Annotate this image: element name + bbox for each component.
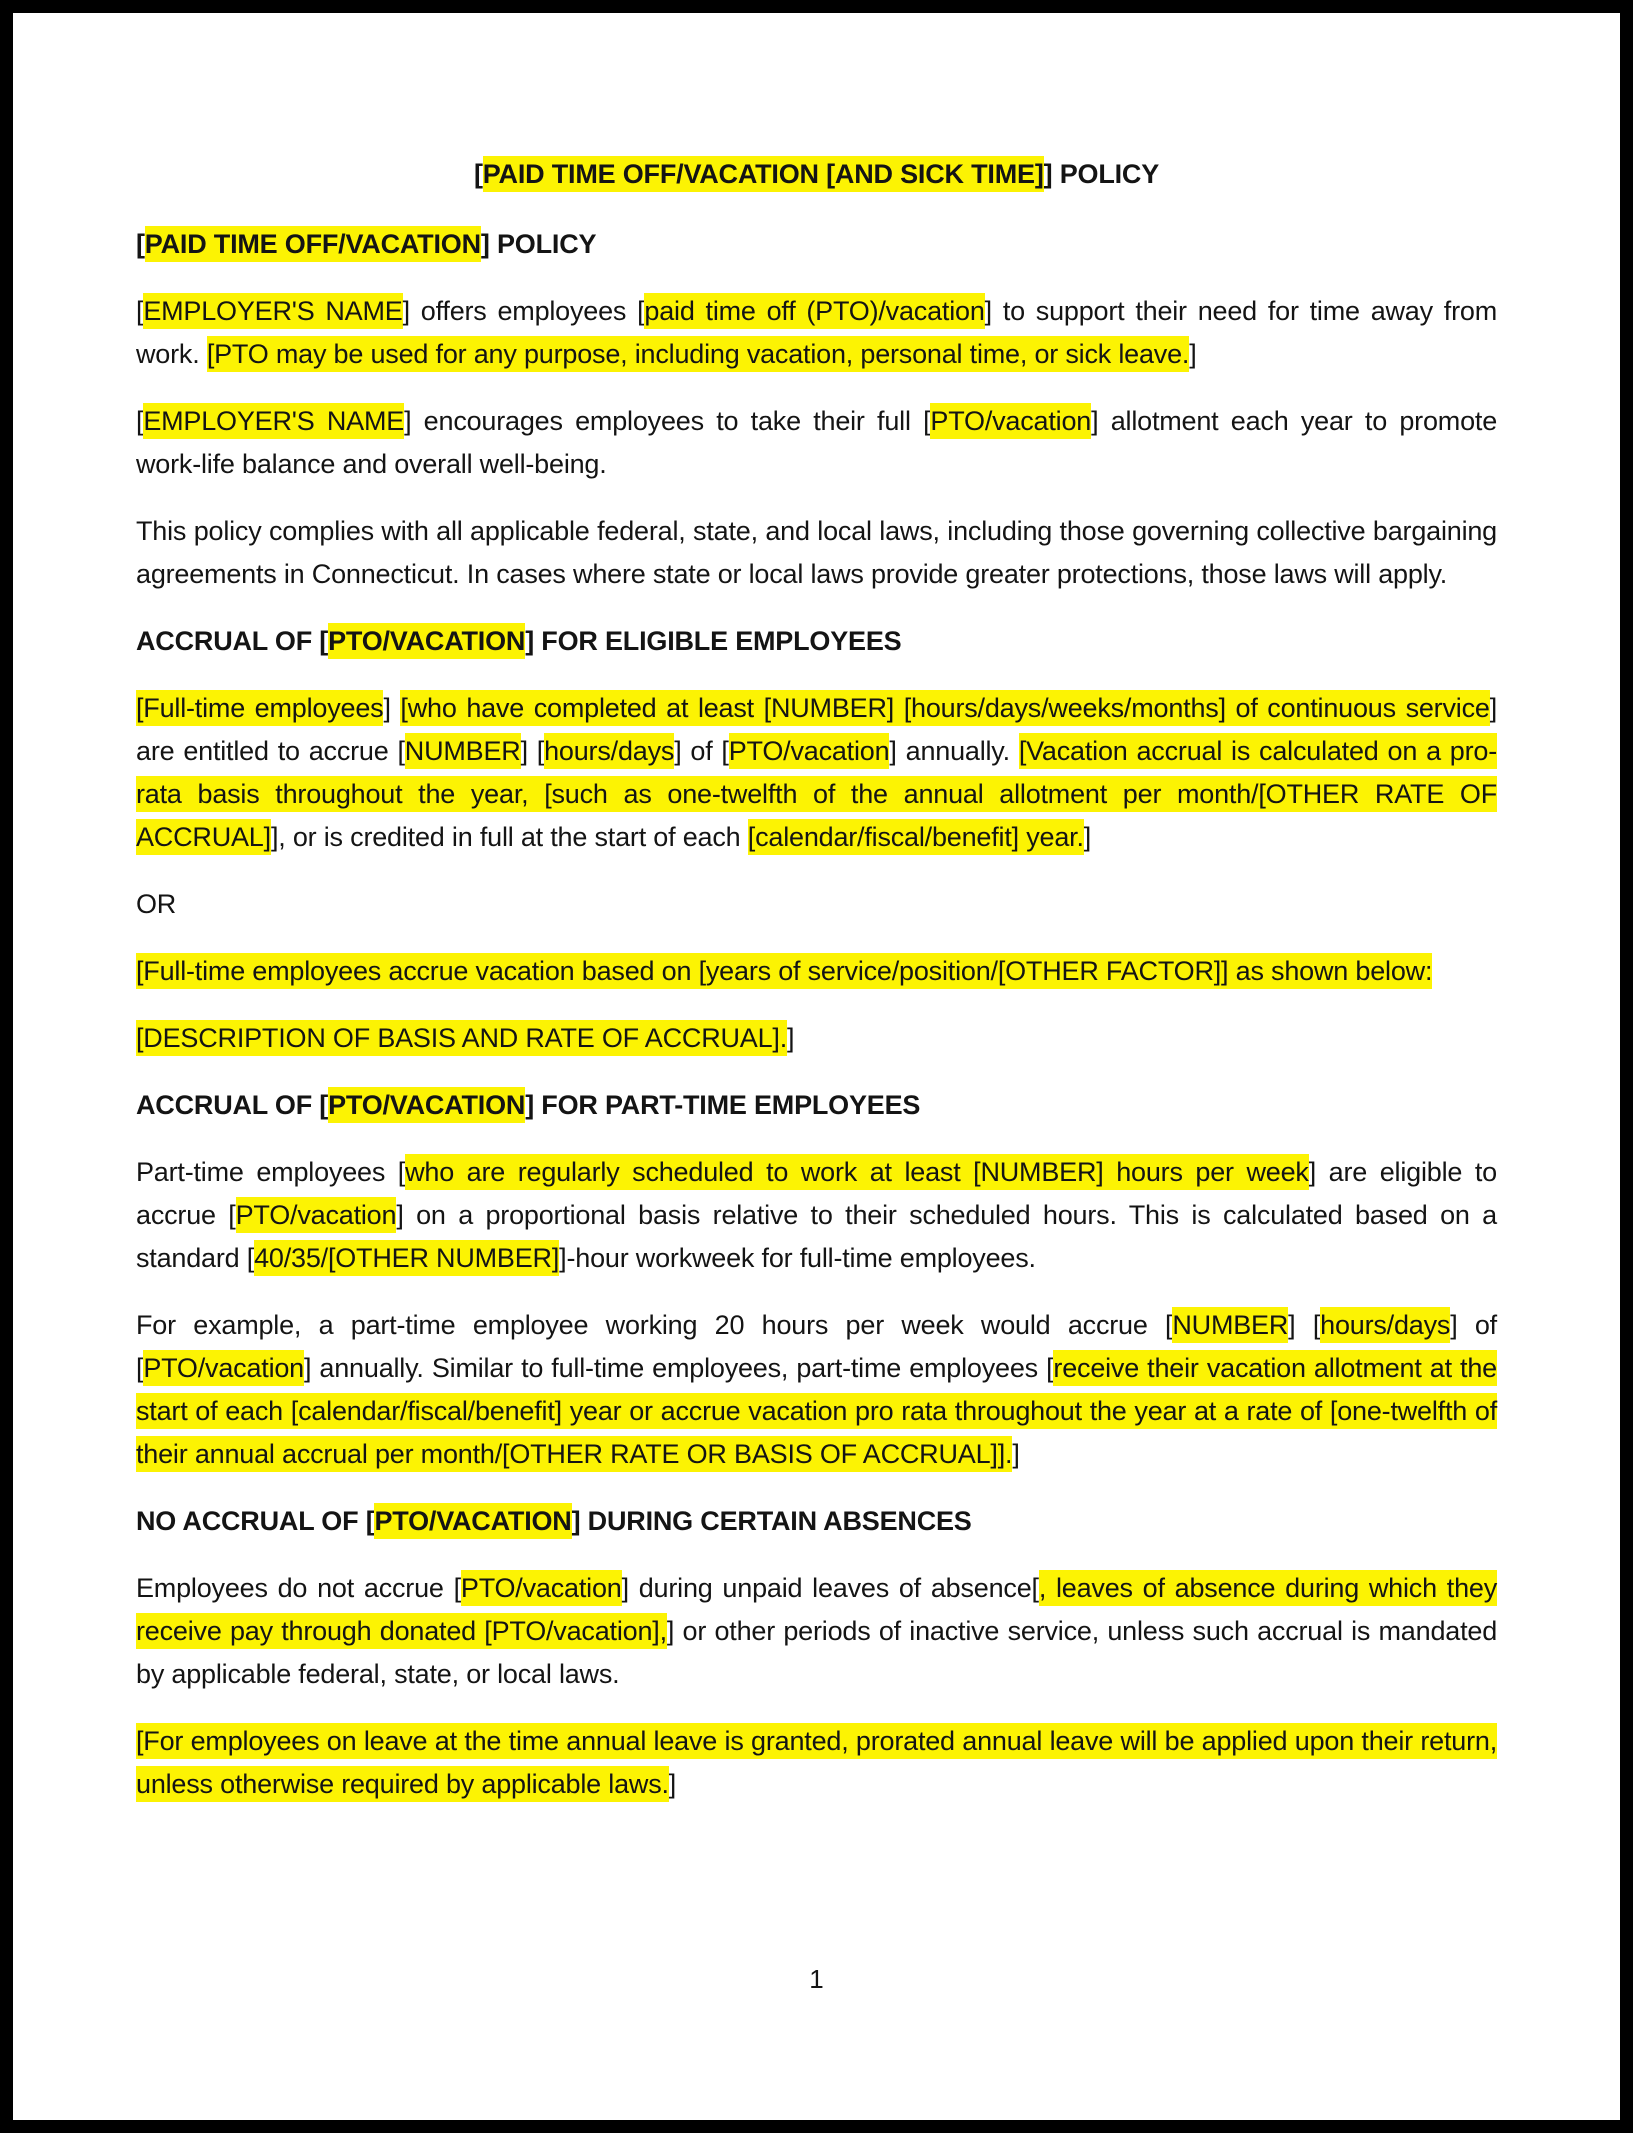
plain-text: [ [136,406,144,436]
plain-text: ] FOR PART-TIME EMPLOYEES [525,1090,921,1120]
plain-text: ] FOR ELIGIBLE EMPLOYEES [525,626,902,656]
plain-text: ] on a proportional basis relative to their scheduled hours. This is calculated based on a standard [ [136,1200,1497,1273]
plain-text: ACCRUAL OF [ [136,1090,329,1120]
highlighted-text: PTO/vacation [930,403,1091,439]
highlighted-text: hours/days [544,733,674,769]
plain-text: ACCRUAL OF [ [136,626,329,656]
highlighted-text: who are regularly scheduled to work at least [NUMBER] hours per week [405,1154,1309,1190]
highlighted-text: PTO/vacation [729,733,890,769]
plain-text: ] are entitled to accrue [ [136,693,1498,766]
plain-text: ] [ [1288,1310,1321,1340]
paragraph-part-time-example [136,1304,1497,1476]
highlighted-text: EMPLOYER'S NAME [143,403,404,439]
plain-text: ] or other periods of inactive service, unless such accrual is mandated by applicable federal, state, or local laws. [136,1616,1498,1689]
highlighted-text: [DESCRIPTION OF BASIS AND RATE OF ACCRUAL]. [136,1020,787,1056]
highlighted-text: NUMBER [1172,1307,1288,1343]
document-title [136,153,1497,196]
plain-text: ] POLICY [480,229,597,259]
plain-text: ]-hour workweek for full-time employees. [559,1243,1036,1273]
highlighted-text: NUMBER [405,733,521,769]
plain-text: ] to support their need for time away from work. [136,296,1497,369]
highlighted-text: 40/35/[OTHER NUMBER] [254,1240,559,1276]
highlighted-text: [calendar/fiscal/benefit] year. [748,819,1084,855]
highlighted-text: [Full-time employees accrue vacation based on [years of service/position/[OTHER FACTOR]] as shown below: [136,953,1432,989]
highlighted-text: PTO/VACATION [328,1087,525,1123]
plain-text: [ [473,159,483,189]
paragraph-intro-offer [136,290,1497,376]
paragraph-part-time-accrual [136,1151,1497,1280]
highlighted-text: paid time off (PTO)/vacation [644,293,984,329]
plain-text: OR [136,889,177,919]
page-number: 1 [809,1964,824,1994]
highlighted-text: PAID TIME OFF/VACATION [AND SICK TIME] [483,156,1044,192]
plain-text: ] POLICY [1043,159,1160,189]
highlighted-text: , leaves of absence during which they receive pay through donated [PTO/vacation], [136,1570,1497,1649]
heading-pto-policy [136,223,1497,266]
paragraph-or-separator [136,883,1497,926]
highlighted-text: PTO/VACATION [374,1503,571,1539]
paragraph-full-time-accrual-alternative [136,950,1497,993]
plain-text: ] [1083,822,1092,852]
plain-text: ] [787,1023,795,1053]
paragraph-no-accrual-unpaid-leave [136,1567,1497,1696]
heading-accrual-eligible-employees [136,620,1497,663]
highlighted-text: receive their vacation allotment at the start of each [calendar/fiscal/benefit] year or accrue vacation pro rata throughout the year at a rate of [one-twelfth of their annual accrual per month/[OTHER RATE OR BASIS OF ACCRUAL]]. [136,1350,1497,1472]
paragraph-accrual-basis-description [136,1017,1497,1060]
plain-text: ] encourages employees to take their full [ [404,406,931,436]
highlighted-text: PAID TIME OFF/VACATION [145,226,481,262]
plain-text: ] DURING CERTAIN ABSENCES [571,1506,972,1536]
plain-text: ] [1012,1439,1020,1469]
paragraph-prorated-leave-on-return [136,1720,1497,1806]
plain-text: ] offers employees [ [402,296,645,326]
highlighted-text: PTO/vacation [143,1350,304,1386]
paragraph-law-compliance [136,510,1497,596]
highlighted-text: [Full-time employees [136,690,383,726]
plain-text: ] during unpaid leaves of absence[ [621,1573,1039,1603]
highlighted-text: PTO/VACATION [328,623,525,659]
highlighted-text: [For employees on leave at the time annual leave is granted, prorated annual leave will be applied upon their return, unless otherwise required by applicable laws. [136,1723,1497,1802]
document-content [136,153,1497,1830]
plain-text: ] of [ [674,736,729,766]
highlighted-text: [Vacation accrual is calculated on a pro-rata basis throughout the year, [such as one-twelfth of the annual allotment per month/[OTHER RATE OF ACCRUAL] [136,733,1497,855]
plain-text: ] [383,693,401,723]
highlighted-text: [PTO may be used for any purpose, including vacation, personal time, or sick leave. [207,336,1189,372]
plain-text: ] of [ [136,1310,1497,1383]
plain-text: ] are eligible to accrue [ [136,1157,1497,1230]
plain-text: Part-time employees [ [136,1157,406,1187]
highlighted-text: PTO/vacation [461,1570,622,1606]
plain-text: ] [ [520,736,545,766]
plain-text: ] [668,1769,677,1799]
plain-text: ] annually. Similar to full-time employees, part-time employees [ [304,1353,1054,1383]
plain-text: ], or is credited in full at the start of each [270,822,748,852]
highlighted-text: EMPLOYER'S NAME [143,293,402,329]
plain-text: ] annually. [889,736,1019,766]
plain-text: NO ACCRUAL OF [ [136,1506,375,1536]
highlighted-text: [who have completed at least [NUMBER] [hours/days/weeks/months] of continuous service [400,690,1489,726]
heading-no-accrual-absences [136,1500,1497,1543]
plain-text: ] allotment each year to promote work-life balance and overall well-being. [136,406,1498,479]
highlighted-text: PTO/vacation [236,1197,397,1233]
plain-text: This policy complies with all applicable federal, state, and local laws, including those governing collective bargaining agreements in Connecticut. In cases where state or local laws provide greater protections, those laws will apply. [136,516,1497,589]
plain-text: [ [136,296,144,326]
highlighted-text: hours/days [1320,1307,1450,1343]
paragraph-encourages-full-use [136,400,1497,486]
plain-text: For example, a part-time employee working 20 hours per week would accrue [ [136,1310,1173,1340]
paragraph-full-time-accrual [136,687,1497,859]
plain-text: Employees do not accrue [ [136,1573,461,1603]
heading-accrual-part-time-employees [136,1084,1497,1127]
plain-text: [ [136,229,145,259]
plain-text: ] [1189,339,1197,369]
